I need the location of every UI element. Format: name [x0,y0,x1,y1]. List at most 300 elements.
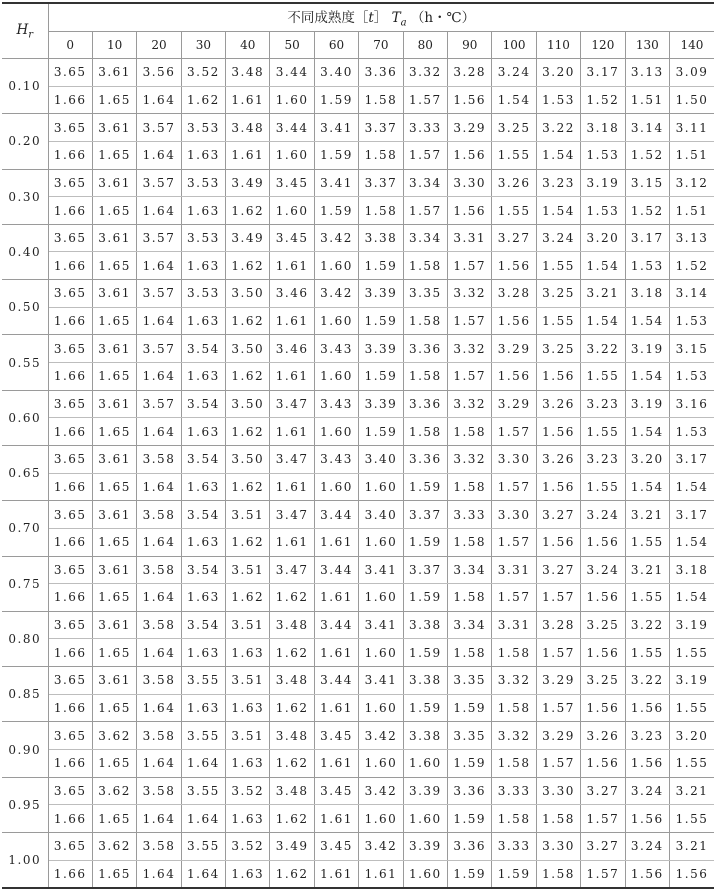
table-cell: 1.61 [270,528,314,556]
table-cell: 3.22 [581,335,625,363]
table-cell: 1.66 [48,363,92,391]
table-cell: 1.55 [669,805,714,833]
table-cell: 3.65 [48,280,92,308]
table-cell: 3.54 [181,445,225,473]
table-cell: 1.66 [48,473,92,501]
table-row [2,473,714,501]
table-cell: 1.63 [181,694,225,722]
table-cell: 3.24 [581,556,625,584]
table-cell: 3.38 [403,611,447,639]
table-cell: 3.65 [48,445,92,473]
table-cell: 3.29 [492,390,536,418]
table-cell: 3.54 [181,611,225,639]
table-cell: 1.61 [270,473,314,501]
table-cell: 3.20 [625,445,669,473]
table-cell: 1.60 [314,252,358,280]
table-row [2,59,714,87]
table-cell: 3.61 [92,556,136,584]
table-cell: 3.11 [669,114,714,142]
table-row [2,805,714,833]
table-cell: 1.58 [403,363,447,391]
table-cell: 3.65 [48,722,92,750]
table-cell: 3.37 [359,114,403,142]
table-cell: 3.45 [270,224,314,252]
table-cell: 3.58 [137,722,181,750]
column-header: 140 [669,32,714,59]
table-cell: 3.47 [270,501,314,529]
table-cell: 3.29 [448,114,492,142]
table-cell: 1.62 [270,639,314,667]
table-cell: 1.60 [314,418,358,446]
table-cell: 3.17 [581,59,625,87]
table-cell: 3.56 [137,59,181,87]
table-cell: 1.57 [403,86,447,114]
hr-value: 0.40 [2,224,48,279]
hr-value: 0.10 [2,59,48,114]
table-cell: 1.63 [181,639,225,667]
table-cell: 1.64 [137,141,181,169]
table-row [2,280,714,308]
table-cell: 3.52 [226,777,270,805]
table-cell: 1.56 [448,197,492,225]
table-cell: 1.56 [581,584,625,612]
table-cell: 3.50 [226,335,270,363]
table-cell: 1.59 [448,750,492,778]
table-cell: 3.36 [359,59,403,87]
table-cell: 1.60 [403,860,447,888]
table-cell: 3.37 [403,556,447,584]
table-cell: 1.58 [492,694,536,722]
hr-subscript: r [28,29,34,41]
table-row [2,307,714,335]
table-cell: 1.54 [625,418,669,446]
table-cell: 3.14 [625,114,669,142]
table-cell: 3.39 [359,390,403,418]
table-cell: 3.49 [270,832,314,860]
table-cell: 1.59 [403,694,447,722]
table-cell: 1.56 [669,860,714,888]
table-cell: 1.63 [181,252,225,280]
table-cell: 1.62 [226,418,270,446]
table-cell: 3.24 [536,224,580,252]
table-cell: 1.66 [48,528,92,556]
table-cell: 3.65 [48,611,92,639]
table-cell: 1.56 [536,418,580,446]
table-cell: 1.57 [536,584,580,612]
table-cell: 1.59 [403,528,447,556]
table-cell: 1.59 [403,473,447,501]
table-cell: 1.60 [359,639,403,667]
table-cell: 1.65 [92,805,136,833]
table-cell: 3.58 [137,832,181,860]
table-cell: 3.52 [181,59,225,87]
table-cell: 3.47 [270,556,314,584]
table-cell: 1.55 [581,418,625,446]
table-cell: 3.65 [48,667,92,695]
table-cell: 1.59 [359,307,403,335]
table-cell: 1.63 [181,584,225,612]
table-body [2,59,714,889]
table-cell: 1.56 [625,694,669,722]
table-cell: 3.40 [359,445,403,473]
table-cell: 1.52 [625,197,669,225]
table-cell: 3.30 [492,501,536,529]
table-cell: 3.34 [403,224,447,252]
table-cell: 1.64 [137,528,181,556]
table-row [2,363,714,391]
table-cell: 3.32 [448,280,492,308]
table-row [2,169,714,197]
table-cell: 3.25 [581,667,625,695]
table-cell: 3.53 [181,114,225,142]
table-cell: 1.62 [226,197,270,225]
table-row [2,224,714,252]
table-cell: 3.18 [669,556,714,584]
column-header: 80 [403,32,447,59]
table-cell: 1.59 [448,860,492,888]
table-cell: 1.55 [492,141,536,169]
table-cell: 3.40 [314,59,358,87]
table-row [2,860,714,888]
table-cell: 3.30 [536,832,580,860]
table-cell: 3.61 [92,335,136,363]
maturity-title [48,3,714,32]
table-cell: 3.29 [492,335,536,363]
table-cell: 1.58 [448,418,492,446]
table-cell: 3.20 [669,722,714,750]
table-cell: 3.65 [48,832,92,860]
table-cell: 3.58 [137,611,181,639]
table-cell: 3.65 [48,501,92,529]
table-cell: 1.66 [48,307,92,335]
table-cell: 1.59 [359,363,403,391]
table-row [2,252,714,280]
table-cell: 3.48 [270,611,314,639]
table-cell: 3.45 [270,169,314,197]
table-cell: 1.56 [448,141,492,169]
table-cell: 3.17 [669,501,714,529]
table-cell: 3.65 [48,390,92,418]
table-cell: 1.60 [403,805,447,833]
hr-value: 1.00 [2,832,48,888]
table-cell: 3.33 [448,501,492,529]
table-cell: 1.56 [492,252,536,280]
table-cell: 3.40 [359,501,403,529]
table-cell: 3.32 [448,335,492,363]
hr-value: 0.55 [2,335,48,390]
table-cell: 1.63 [181,363,225,391]
table-cell: 1.58 [448,639,492,667]
table-cell: 3.43 [314,335,358,363]
table-cell: 3.14 [669,280,714,308]
table-cell: 1.54 [669,473,714,501]
table-cell: 1.60 [359,750,403,778]
table-cell: 3.57 [137,280,181,308]
table-cell: 3.23 [625,722,669,750]
table-cell: 1.53 [536,86,580,114]
table-cell: 3.52 [226,832,270,860]
table-cell: 3.22 [536,114,580,142]
table-cell: 3.32 [448,445,492,473]
table-cell: 3.41 [314,114,358,142]
table-cell: 3.38 [403,667,447,695]
table-cell: 3.61 [92,169,136,197]
table-row [2,390,714,418]
table-cell: 3.44 [270,59,314,87]
table-cell: 3.18 [581,114,625,142]
table-cell: 3.36 [403,335,447,363]
title-t: t [368,10,374,27]
table-cell: 1.61 [270,363,314,391]
table-cell: 3.19 [581,169,625,197]
table-cell: 3.31 [448,224,492,252]
table-cell: 3.39 [359,280,403,308]
table-row [2,86,714,114]
table-cell: 3.65 [48,224,92,252]
table-cell: 1.60 [359,528,403,556]
table-cell: 1.60 [270,86,314,114]
table-cell: 3.21 [625,556,669,584]
table-cell: 1.56 [581,750,625,778]
table-cell: 3.15 [625,169,669,197]
table-cell: 1.61 [270,418,314,446]
table-cell: 1.65 [92,418,136,446]
column-header: 10 [92,32,136,59]
table-cell: 3.51 [226,722,270,750]
table-cell: 3.61 [92,114,136,142]
table-cell: 1.59 [314,197,358,225]
table-cell: 1.64 [181,805,225,833]
table-cell: 1.58 [448,473,492,501]
table-cell: 1.56 [448,86,492,114]
table-cell: 1.63 [181,197,225,225]
table-cell: 3.62 [92,832,136,860]
table-cell: 1.64 [137,750,181,778]
table-cell: 3.48 [226,114,270,142]
header-row-title [2,3,714,32]
table-cell: 3.51 [226,611,270,639]
table-cell: 3.28 [492,280,536,308]
table-cell: 1.55 [492,197,536,225]
table-cell: 3.23 [581,390,625,418]
table-row [2,418,714,446]
table-cell: 1.56 [492,363,536,391]
table-cell: 1.64 [137,86,181,114]
table-cell: 1.61 [314,639,358,667]
table-cell: 3.42 [314,224,358,252]
table-cell: 3.35 [403,280,447,308]
table-cell: 1.61 [314,750,358,778]
table-cell: 1.61 [270,252,314,280]
hr-value: 0.30 [2,169,48,224]
table-cell: 1.63 [181,141,225,169]
table-cell: 3.46 [270,280,314,308]
table-cell: 3.29 [536,722,580,750]
table-cell: 1.62 [226,473,270,501]
table-cell: 1.61 [314,528,358,556]
table-cell: 3.45 [314,832,358,860]
table-cell: 1.58 [403,418,447,446]
table-cell: 1.58 [403,307,447,335]
table-cell: 3.37 [359,169,403,197]
table-cell: 3.65 [48,777,92,805]
table-cell: 3.53 [181,169,225,197]
table-cell: 3.41 [359,611,403,639]
title-unit: （h・℃） [410,10,476,27]
table-cell: 3.12 [669,169,714,197]
table-cell: 1.55 [536,252,580,280]
table-cell: 3.28 [536,611,580,639]
table-cell: 1.58 [492,805,536,833]
table-cell: 1.54 [625,307,669,335]
table-cell: 3.13 [625,59,669,87]
table-cell: 1.63 [226,694,270,722]
table-cell: 3.46 [270,335,314,363]
table-cell: 3.54 [181,390,225,418]
table-cell: 1.56 [581,528,625,556]
table-cell: 3.65 [48,59,92,87]
table-cell: 3.27 [492,224,536,252]
table-cell: 3.33 [492,832,536,860]
table-cell: 1.56 [581,639,625,667]
table-cell: 3.61 [92,445,136,473]
table-cell: 1.58 [359,141,403,169]
table-cell: 3.26 [581,722,625,750]
table-cell: 1.53 [669,418,714,446]
table-cell: 3.65 [48,556,92,584]
column-header: 130 [625,32,669,59]
page [2,2,714,889]
table-cell: 3.57 [137,390,181,418]
table-cell: 3.25 [581,611,625,639]
table-cell: 3.24 [625,832,669,860]
table-row [2,335,714,363]
table-row [2,114,714,142]
table-cell: 1.58 [359,86,403,114]
table-cell: 3.53 [181,280,225,308]
table-cell: 3.58 [137,556,181,584]
table-cell: 1.61 [314,694,358,722]
table-cell: 3.31 [492,556,536,584]
table-cell: 3.58 [137,667,181,695]
table-cell: 1.54 [625,473,669,501]
table-cell: 1.65 [92,750,136,778]
table-row [2,445,714,473]
table-cell: 3.49 [226,224,270,252]
table-row [2,556,714,584]
table-cell: 1.52 [625,141,669,169]
table-cell: 3.50 [226,390,270,418]
table-cell: 1.56 [625,750,669,778]
table-cell: 3.44 [314,611,358,639]
table-cell: 1.62 [270,694,314,722]
table-cell: 1.63 [181,528,225,556]
table-cell: 3.32 [448,390,492,418]
hr-value: 0.95 [2,777,48,832]
table-cell: 3.33 [492,777,536,805]
table-cell: 1.65 [92,307,136,335]
table-cell: 3.57 [137,114,181,142]
table-cell: 1.64 [137,197,181,225]
column-header: 120 [581,32,625,59]
table-cell: 1.66 [48,252,92,280]
table-cell: 1.62 [270,750,314,778]
table-cell: 1.62 [226,363,270,391]
table-cell: 3.30 [536,777,580,805]
table-cell: 1.60 [314,363,358,391]
table-cell: 1.61 [314,805,358,833]
table-row [2,197,714,225]
table-cell: 3.36 [448,777,492,805]
table-cell: 3.21 [669,777,714,805]
table-cell: 3.15 [669,335,714,363]
table-cell: 3.21 [581,280,625,308]
column-header: 50 [270,32,314,59]
table-cell: 3.28 [448,59,492,87]
table-cell: 1.65 [92,860,136,888]
table-cell: 1.62 [270,805,314,833]
column-header: 100 [492,32,536,59]
table-cell: 1.65 [92,252,136,280]
table-cell: 3.51 [226,501,270,529]
table-cell: 1.55 [669,639,714,667]
table-cell: 1.64 [181,750,225,778]
table-cell: 1.61 [226,86,270,114]
table-cell: 3.39 [403,832,447,860]
table-cell: 1.57 [492,584,536,612]
table-cell: 1.61 [359,860,403,888]
table-cell: 1.60 [359,473,403,501]
table-cell: 1.64 [137,307,181,335]
table-cell: 1.54 [492,86,536,114]
table-cell: 3.35 [448,667,492,695]
table-cell: 3.39 [359,335,403,363]
table-cell: 3.39 [403,777,447,805]
table-cell: 1.54 [536,197,580,225]
table-cell: 1.56 [581,694,625,722]
table-cell: 1.64 [137,363,181,391]
table-cell: 1.62 [226,307,270,335]
table-cell: 1.64 [137,694,181,722]
table-cell: 3.61 [92,390,136,418]
hr-value: 0.90 [2,722,48,777]
table-row [2,611,714,639]
table-cell: 1.56 [492,307,536,335]
table-cell: 1.59 [403,584,447,612]
table-cell: 3.48 [270,667,314,695]
title-T-sub: a [400,17,407,29]
table-cell: 3.16 [669,390,714,418]
table-cell: 3.19 [625,335,669,363]
table-cell: 3.61 [92,224,136,252]
hr-label: H [16,21,29,38]
table-cell: 1.54 [536,141,580,169]
table-cell: 3.47 [270,445,314,473]
table-cell: 3.54 [181,556,225,584]
hr-value: 0.75 [2,556,48,611]
table-cell: 3.19 [669,667,714,695]
table-cell: 3.51 [226,667,270,695]
table-cell: 1.57 [581,860,625,888]
table-cell: 3.42 [359,832,403,860]
table-cell: 3.13 [669,224,714,252]
table-cell: 1.52 [581,86,625,114]
hr-value: 0.20 [2,114,48,169]
table-cell: 3.25 [536,280,580,308]
column-header: 70 [359,32,403,59]
table-cell: 3.26 [536,390,580,418]
table-cell: 3.62 [92,722,136,750]
